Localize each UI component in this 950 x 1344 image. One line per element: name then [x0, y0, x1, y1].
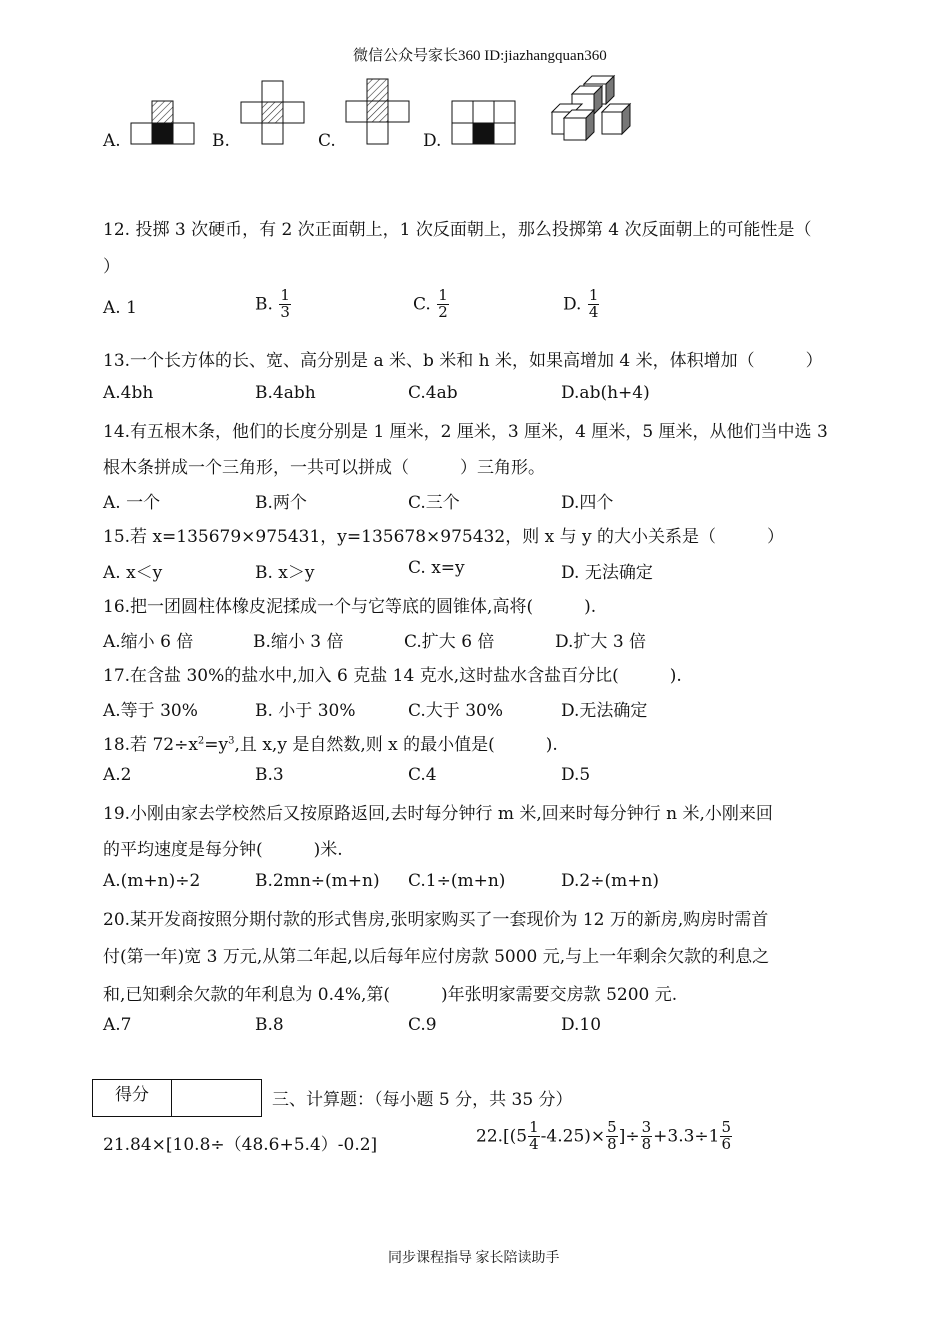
q17-option-b: B. 小于 30% [255, 701, 356, 721]
q12-option-d: D. $\frac{1}{4}$ [563, 286, 599, 321]
q21-expression: 21.84×[10.8÷（48.6+5.4）-0.2] [103, 1135, 378, 1155]
q14-option-a: A. 一个 [103, 493, 161, 513]
q18-stem: 18.若 $72\div x^2=y^3$,且 x,y 是自然数,则 x 的最小值是( ). [103, 735, 558, 755]
q17-option-c: C.大于 30% [408, 701, 503, 721]
q19-option-a: A.(m+n)÷2 [103, 871, 201, 891]
figure-option-b-label: B. [212, 131, 230, 151]
q15-option-d: D. 无法确定 [561, 563, 653, 583]
q16-option-c: C.扩大 6 倍 [404, 632, 495, 652]
q17-stem: 17.在含盐 30%的盐水中,加入 6 克盐 14 克水,这时盐水含盐百分比( ). [103, 666, 682, 686]
q19-option-c: C.1÷(m+n) [408, 871, 506, 891]
q15-option-a: A. x＜y [103, 563, 163, 583]
q20-stem-line2: 付(第一年)宽 3 万元,从第二年起,以后每年应付房款 5000 元,与上一年剩余欠款的利息之 [103, 947, 770, 967]
q22-expression: 22.[(5 $\frac{1}{4}$ -4.25)× $\frac{5}{8}$ ]÷ $\frac{3}{8}$ +3.3÷1 $\frac{5}{6}$ [476, 1118, 732, 1153]
score-value-cell [172, 1080, 261, 1116]
q12-option-b: B. $\frac{1}{3}$ [255, 286, 290, 321]
q20-stem-line1: 20.某开发商按照分期付款的形式售房,张明家购买了一套现价为 12 万的新房,购房时需首 [103, 910, 769, 930]
q13-option-b: B.4abh [255, 383, 316, 403]
q18-option-b: B.3 [255, 765, 284, 785]
figure-d-net [451, 100, 517, 146]
stacked-cubes-figure [548, 70, 632, 144]
q13-stem: 13.一个长方体的长、宽、高分别是 a 米、b 米和 h 米，如果高增加 4 米，体积增加（ ） [103, 351, 823, 371]
q18-option-d: D.5 [561, 765, 591, 785]
q19-option-d: D.2÷(m+n) [561, 871, 660, 891]
q15-option-b: B. x＞y [255, 563, 315, 583]
q18-option-a: A.2 [103, 765, 132, 785]
q19-stem-line2: 的平均速度是每分钟( )米. [103, 840, 343, 860]
q20-option-d: D.10 [561, 1015, 602, 1035]
q16-option-b: B.缩小 3 倍 [253, 632, 344, 652]
figure-a-net [130, 100, 196, 146]
q14-option-b: B.两个 [255, 493, 307, 513]
q12-option-d-fraction: $\frac{1}{4}$ [588, 286, 599, 321]
section-3-title: 三、计算题：（每小题 5 分，共 35 分） [272, 1090, 573, 1110]
q14-stem-line1: 14.有五根木条，他们的长度分别是 1 厘米，2 厘米，3 厘米，4 厘米，5 厘米，从他们当中选 3 [103, 422, 828, 442]
figure-option-c-label: C. [318, 131, 336, 151]
q20-option-b: B.8 [255, 1015, 284, 1035]
page-header: 微信公众号家长360 ID:jiazhangquan360 [353, 48, 607, 64]
q15-stem: 15.若 x=135679×975431，y=135678×975432，则 x 与 y 的大小关系是（ ） [103, 527, 784, 547]
score-label: 得分 [93, 1080, 172, 1116]
q16-stem: 16.把一团圆柱体橡皮泥揉成一个与它等底的圆锥体,高将( ). [103, 597, 597, 617]
figure-c-net [345, 78, 411, 146]
q17-option-d: D.无法确定 [561, 701, 648, 721]
q13-option-d: D.ab(h+4) [561, 383, 650, 403]
q12-option-c: C. $\frac{1}{2}$ [413, 286, 448, 321]
q12-stem-line2: ） [103, 257, 120, 277]
figure-option-a-label: A. [103, 131, 121, 151]
figure-option-d-label: D. [423, 131, 442, 151]
figure-b-net [240, 80, 306, 146]
q16-option-a: A.缩小 6 倍 [103, 632, 194, 652]
q13-option-c: C.4ab [408, 383, 458, 403]
q14-option-c: C.三个 [408, 493, 460, 513]
q12-option-c-fraction: $\frac{1}{2}$ [438, 286, 448, 321]
page-footer: 同步课程指导 家长陪读助手 [388, 1251, 560, 1266]
score-box [92, 1079, 262, 1117]
q20-option-c: C.9 [408, 1015, 437, 1035]
q20-stem-line3: 和,已知剩余欠款的年利息为 0.4%,第( )年张明家需要交房款 5200 元. [103, 985, 678, 1005]
q19-option-b: B.2mn÷(m+n) [255, 871, 380, 891]
q18-option-c: C.4 [408, 765, 437, 785]
q14-option-d: D.四个 [561, 493, 614, 513]
q14-stem-line2: 根木条拼成一个三角形，一共可以拼成（ ）三角形。 [103, 458, 545, 478]
q16-option-d: D.扩大 3 倍 [555, 632, 647, 652]
q19-stem-line1: 19.小刚由家去学校然后又按原路返回,去时每分钟行 m 米,回来时每分钟行 n 米,小刚来回 [103, 804, 773, 824]
q15-option-c: C. x=y [408, 558, 465, 578]
q12-option-b-fraction: $\frac{1}{3}$ [280, 286, 290, 321]
q12-option-a: A. 1 [103, 298, 137, 318]
q13-option-a: A.4bh [103, 383, 154, 403]
q20-option-a: A.7 [103, 1015, 132, 1035]
q17-option-a: A.等于 30% [103, 701, 198, 721]
q12-stem-line1: 12. 投掷 3 次硬币，有 2 次正面朝上，1 次反面朝上，那么投掷第 4 次反面朝上的可能性是（ [103, 220, 812, 240]
